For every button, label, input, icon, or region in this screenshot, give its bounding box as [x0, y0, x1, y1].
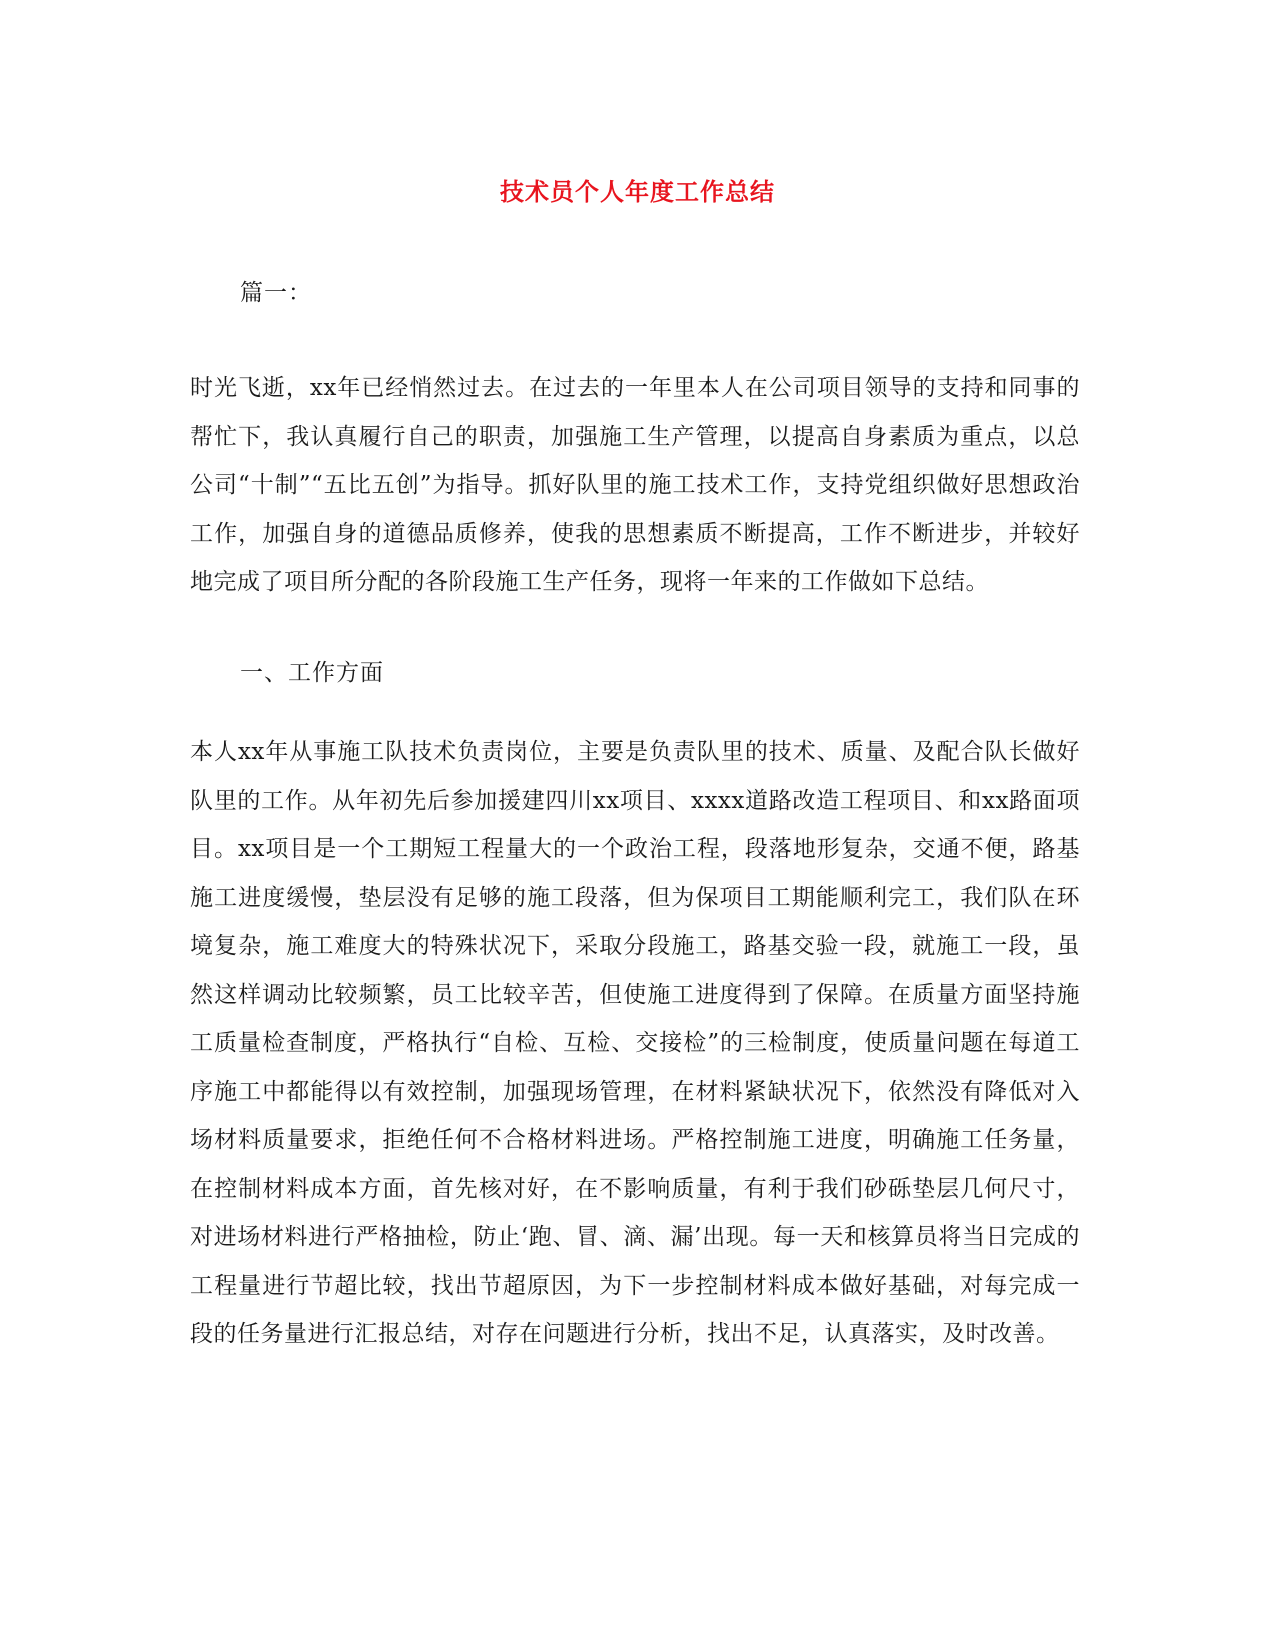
section-label: 篇一： [240, 280, 312, 306]
paragraph-work: 本人xx年从事施工队技术负责岗位，主要是负责队里的技术、质量、及配合队长做好队里的工作。从年初先后参加援建四川xx项目、xxxx道路改造工程项目、和xx路面项目。xx项目是一个工期短工程量大的一个政治工程，段落地形复杂，交通不便，路基施工进度缓慢，垫层没有足够的施工段落，但为保项目工期能顺利完工，我们队在环境复杂，施工难度大的特殊状况下，采取分段施工，路基交验一段，就施工一段，虽然这样调动比较频繁，员工比较辛苦，但使施工进度得到了保障。在质量方面坚持施工质量检查制度，严格执行“自检、互检、交接检”的三检制度，使质量问题在每道工序施工中都能得以有效控制，加强现场管理，在材料紧缺状况下，依然没有降低对入场材料质量要求，拒绝任何不合格材料进场。严格控制施工进度，明确施工任务量，在控制材料成本方面，首先核对好，在不影响质量，有利于我们砂砾垫层几何尺寸，对进场材料进行严格抽检，防止‘跑、冒、滴、漏’出现。每一天和核算员将当日完成的工程量进行节超比较，找出节超原因，为下一步控制材料成本做好基础，对每完成一段的任务量进行汇报总结，对存在问题进行分析，找出不足，认真落实，及时改善。 [190, 739, 1080, 1347]
document-title: 技术员个人年度工作总结 [500, 177, 775, 206]
section-heading-work: 一、工作方面 [240, 660, 384, 686]
paragraph-intro: 时光飞逝，xx年已经悄然过去。在过去的一年里本人在公司项目领导的支持和同事的帮忙下，我认真履行自己的职责，加强施工生产管理，以提高自身素质为重点，以总公司“十制”“五比五创”为指导。抓好队里的施工技术工作，支持党组织做好思想政治工作，加强自身的道德品质修养，使我的思想素质不断提高，工作不断进步，并较好地完成了项目所分配的各阶段施工生产任务，现将一年来的工作做如下总结。 [190, 375, 1080, 595]
